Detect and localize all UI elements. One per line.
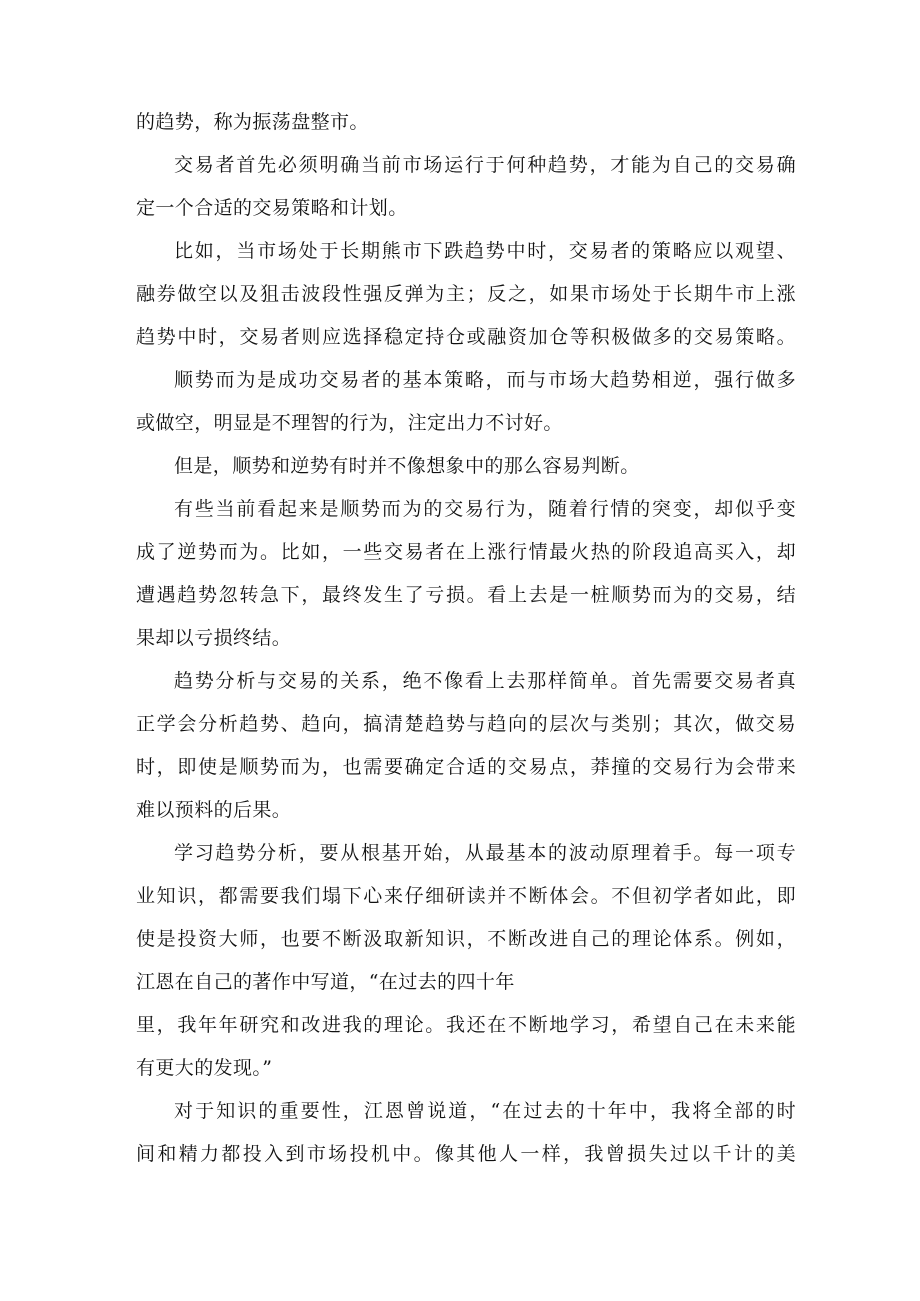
text-line: 对于知识的重要性，江恩曾说道，“在过去的十年中，我将全部的时 [174,1100,796,1122]
text-line: 或做空，明显是不理智的行为，注定出力不讨好。 [136,412,563,434]
text-line: 学习趋势分析，要从根基开始，从最基本的波动原理着手。每一项专 [174,842,796,864]
text-line: 但是，顺势和逆势有时并不像想象中的那么容易判断。 [174,455,640,477]
text-line: 有更大的发现。” [136,1057,273,1079]
text-line: 正学会分析趋势、趋向，搞清楚趋势与趋向的层次与类别；其次，做交易 [136,713,796,735]
text-line: 果却以亏损终结。 [136,627,292,649]
text-line: 遭遇趋势忽转急下，最终发生了亏损。看上去是一桩顺势而为的交易，结 [136,584,796,606]
text-line: 难以预料的后果。 [136,799,292,821]
text-line: 比如，当市场处于长期熊市下跌趋势中时，交易者的策略应以观望、 [174,240,796,262]
text-line: 间和精力都投入到市场投机中。像其他人一样，我曾损失过以千计的美 [136,1143,796,1165]
text-line: 趋势分析与交易的关系，绝不像看上去那样简单。首先需要交易者真 [174,670,796,692]
text-line: 业知识，都需要我们塌下心来仔细研读并不断体会。不但初学者如此，即 [136,885,796,907]
text-line: 定一个合适的交易策略和计划。 [136,197,408,219]
text-line: 的趋势，称为振荡盘整市。 [136,111,369,133]
text-line: 时，即使是顺势而为，也需要确定合适的交易点，莽撞的交易行为会带来 [136,756,796,778]
text-line: 成了逆势而为。比如，一些交易者在上涨行情最火热的阶段追高买入，却 [136,541,796,563]
text-line: 江恩在自己的著作中写道，“在过去的四十年 [136,971,515,993]
text-line: 趋势中时，交易者则应选择稳定持仓或融资加仓等积极做多的交易策略。 [136,326,796,348]
text-line: 顺势而为是成功交易者的基本策略，而与市场大趋势相逆，强行做多 [174,369,796,391]
text-line: 交易者首先必须明确当前市场运行于何种趋势，才能为自己的交易确 [174,154,796,176]
text-line: 有些当前看起来是顺势而为的交易行为，随着行情的突变，却似乎变 [174,498,796,520]
text-line: 使是投资大师，也要不断汲取新知识，不断改进自己的理论体系。例如， [136,928,796,950]
text-line: 融券做空以及狙击波段性强反弹为主；反之，如果市场处于长期牛市上涨 [136,283,796,305]
text-line: 里，我年年研究和改进我的理论。我还在不断地学习，希望自己在未来能 [136,1014,796,1036]
